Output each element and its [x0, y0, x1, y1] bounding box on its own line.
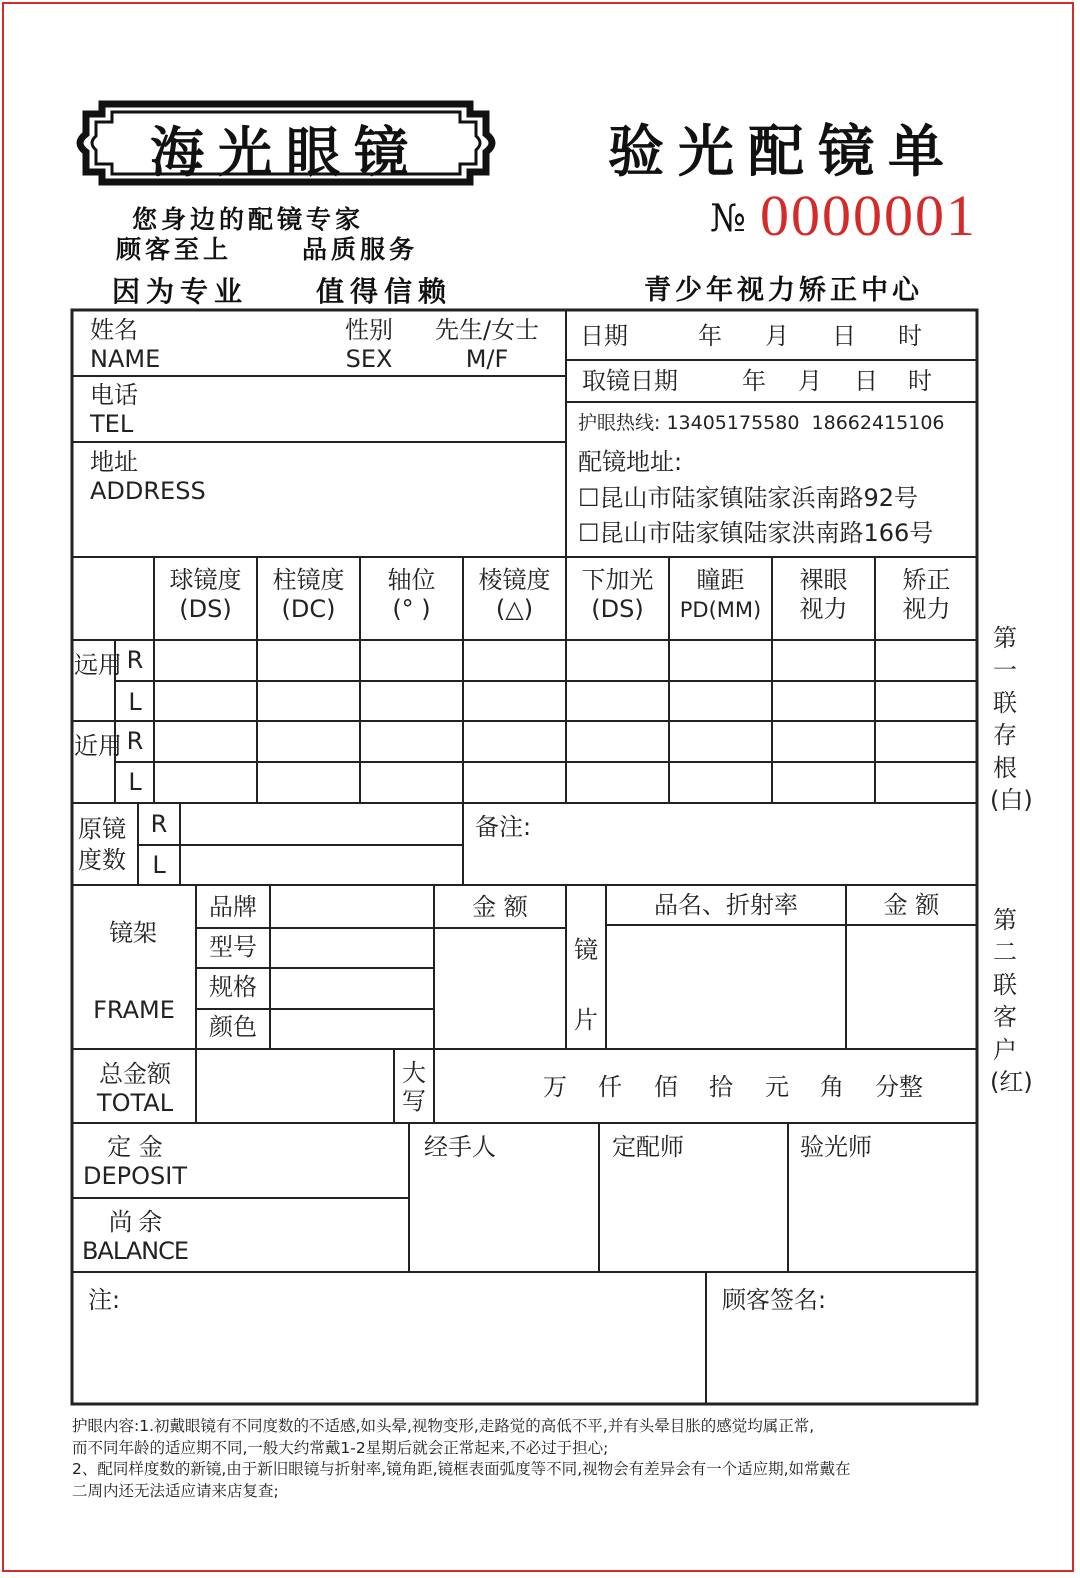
frame-label-en: FRAME: [93, 996, 175, 1024]
serial-number: 0000001: [760, 183, 977, 248]
far-l: L: [128, 688, 142, 716]
address-label: [90, 448, 206, 507]
care-note-line3: 2、配同样度数的新镜,由于新旧眼镜与折射率,镜角距,镜框表面弧度等不同,视物会有差异会有一个适应期,如常戴在: [72, 1460, 851, 1478]
date-hour: 时: [898, 322, 922, 350]
rx-header-4-line2: (DS): [591, 595, 644, 624]
rx-header-7-line1: 矫正: [902, 566, 951, 594]
rx-header-0: [154, 566, 257, 625]
unit-3: 拾: [709, 1073, 733, 1101]
far-label: 远用: [74, 651, 122, 679]
slogan-line3b: 值得信赖: [316, 275, 453, 308]
brand-name: 海光眼镜: [150, 120, 422, 184]
rx-header-6-line1: 裸眼: [799, 566, 848, 594]
address-checkbox-1[interactable]: ☐: [578, 484, 600, 512]
pickup-month: 月: [798, 367, 822, 395]
address-label-en: ADDRESS: [90, 477, 206, 506]
copy-label-customer: 第二联客户(红): [990, 906, 1033, 1096]
rx-header-2-line1: 轴位: [387, 566, 436, 594]
customer-signature-label: 顾客签名:: [722, 1286, 827, 1314]
frame-label-cn: 镜架: [109, 919, 157, 947]
lens-label: 镜片: [574, 936, 598, 1034]
total-label: [74, 1060, 196, 1119]
rx-header-6-line2: 视力: [799, 595, 848, 624]
rx-header-1-line2: (DC): [281, 595, 336, 624]
capital-label: 大写: [402, 1059, 426, 1115]
address-label-cn: 地址: [90, 448, 138, 476]
unit-4: 元: [765, 1073, 789, 1101]
rx-header-3-line1: 棱镜度: [478, 566, 551, 594]
rx-header-2-line2: (° ): [392, 595, 431, 624]
address-title: 配镜地址:: [578, 448, 683, 476]
original-lens-label: 原镜度数: [78, 815, 126, 875]
frame-row-label-1: 型号: [209, 933, 257, 961]
address-checkbox-2[interactable]: ☐: [578, 519, 600, 547]
pickup-date-label: 取镜日期: [582, 367, 678, 395]
balance-label-cn: 尚 余: [108, 1208, 162, 1236]
address-option-2: [578, 519, 933, 548]
remark-label: 备注:: [475, 813, 532, 841]
copy-label-stub: 第一联存根(白): [990, 624, 1033, 814]
rx-header-4: [566, 566, 669, 625]
near-r: R: [126, 727, 144, 755]
rx-header-3: [463, 566, 566, 625]
orig-r: R: [150, 810, 168, 838]
rx-header-7-line2: 视力: [902, 595, 951, 624]
rx-header-0-line2: (DS): [179, 595, 232, 624]
far-r: R: [126, 646, 144, 674]
center-name: 青少年视力矫正中心: [644, 275, 923, 306]
care-note-line2: 而不同年龄的适应期不同,一般大约常戴1-2星期后就会正常起来,不必过于担心;: [72, 1438, 609, 1457]
rx-header-6: [772, 566, 875, 625]
tel-label-en: TEL: [90, 410, 134, 439]
frame-row-label-2: 规格: [209, 973, 257, 1001]
lens-name-label: 品名、折射率: [654, 891, 798, 919]
address-option-2-text: 昆山市陆家镇陆家洪南路166号: [599, 519, 934, 547]
unit-0: 万: [543, 1073, 567, 1101]
unit-1: 仟: [598, 1073, 622, 1101]
deposit-label-en: DEPOSIT: [83, 1162, 187, 1191]
mf-label-cn: 先生/女士: [434, 316, 540, 344]
slogan-line3a: 因为专业: [112, 275, 249, 308]
form-title: 验光配镜单: [608, 119, 958, 185]
date-day: 日: [832, 322, 856, 350]
near-l: L: [128, 768, 142, 796]
fitter-label: 定配师: [612, 1133, 684, 1161]
name-label-cn: 姓名: [90, 316, 138, 344]
date-month: 月: [765, 322, 789, 350]
orig-l: L: [152, 851, 166, 879]
slogan-line2b: 品质服务: [302, 235, 419, 264]
optometrist-label: 验光师: [800, 1133, 872, 1161]
sex-label: [334, 316, 404, 375]
mf-label: [426, 316, 548, 375]
note-label: 注:: [88, 1286, 121, 1314]
total-label-en: TOTAL: [96, 1089, 174, 1118]
handler-label: 经手人: [424, 1133, 496, 1161]
sex-label-cn: 性别: [345, 316, 393, 344]
rx-header-1-line1: 柱镜度: [272, 566, 345, 594]
balance-label-en: BALANCE: [81, 1237, 189, 1266]
deposit-label-cn: 定 金: [107, 1133, 163, 1161]
care-note-line4: 二周内还无法适应请来店复查;: [72, 1481, 279, 1500]
sex-label-en: SEX: [345, 345, 393, 374]
rx-header-5: [669, 566, 772, 625]
slogan-line1: 您身边的配镜专家: [132, 205, 365, 234]
rx-header-1: [257, 566, 360, 625]
number-symbol: №: [710, 196, 746, 240]
unit-5: 角: [820, 1073, 844, 1101]
date-label: 日期: [580, 322, 628, 350]
rx-header-7: [875, 566, 978, 625]
address-option-1-text: 昆山市陆家镇陆家浜南路92号: [599, 484, 919, 512]
care-notes: [72, 1416, 992, 1502]
care-note-line1: 护眼内容:1.初戴眼镜有不同度数的不适感,如头晕,视物变形,走路觉的高低不平,并有头晕目胀的感觉均属正常,: [72, 1417, 815, 1435]
address-option-1: [578, 484, 918, 513]
hotline-number-1: 13405175580: [666, 412, 800, 434]
tel-label-cn: 电话: [90, 381, 138, 409]
pickup-year: 年: [742, 367, 766, 395]
balance-label: [74, 1208, 196, 1267]
tel-label: [90, 381, 138, 440]
frame-row-label-3: 颜色: [209, 1013, 257, 1041]
unit-6: 分整: [875, 1073, 923, 1101]
hotline: [578, 412, 945, 435]
mf-label-en: M/F: [465, 345, 509, 374]
rx-header-2: [360, 566, 463, 625]
frame-row-label-0: 品牌: [209, 893, 257, 921]
name-label: [90, 316, 160, 375]
hotline-label: 护眼热线:: [578, 412, 661, 434]
hotline-number-2: 18662415106: [811, 412, 945, 434]
pickup-day: 日: [854, 367, 878, 395]
date-year: 年: [698, 322, 722, 350]
near-label: 近用: [74, 732, 122, 760]
slogan-line2a: 顾客至上: [116, 235, 233, 264]
rx-header-5-line2: PD(MM): [679, 598, 762, 623]
rx-header-0-line1: 球镜度: [169, 566, 242, 594]
rx-header-5-line1: 瞳距: [696, 566, 745, 594]
rx-header-3-line2: (△): [495, 595, 534, 624]
lens-amount-label: 金 额: [883, 891, 940, 919]
total-label-cn: 总金额: [99, 1060, 171, 1088]
frame-amount-label: 金 额: [472, 893, 528, 921]
pickup-hour: 时: [908, 367, 932, 395]
name-label-en: NAME: [90, 345, 161, 374]
rx-header-4-line1: 下加光: [581, 566, 654, 594]
unit-2: 佰: [654, 1073, 678, 1101]
deposit-label: [74, 1133, 196, 1192]
